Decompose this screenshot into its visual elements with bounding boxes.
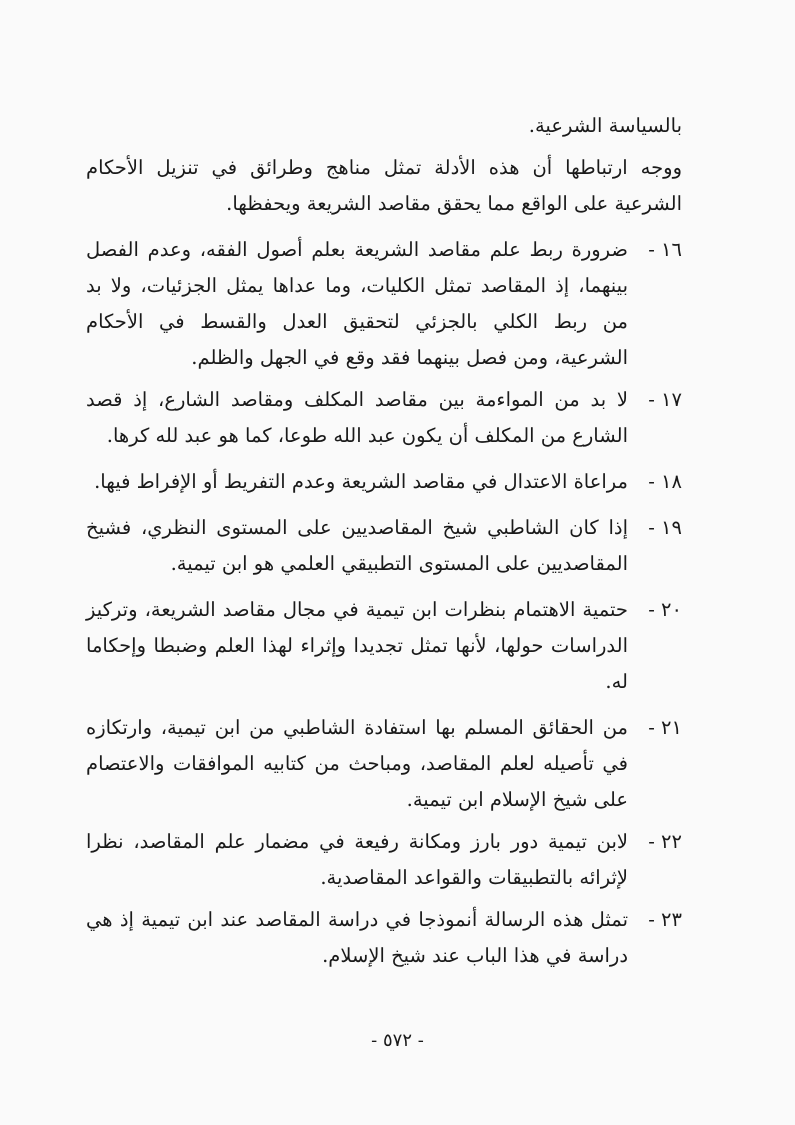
item-number: ٢١ -: [648, 716, 682, 739]
list-item-21: [86, 710, 682, 818]
item-text: لابن تيمية دور بارز ومكانة رفيعة في مضمار علم المقاصد، نظرا لإثرائه بالتطبيقات والقواعد المقاصدية.: [86, 830, 628, 889]
list-item-16: [86, 232, 682, 376]
item-number: ١٦ -: [648, 238, 682, 261]
intro-paragraph: ووجه ارتباطها أن هذه الأدلة تمثل مناهج وطرائق في تنزيل الأحكام الشرعية على الواقع مما يحقق مقاصد الشريعة ويحفظها.: [86, 156, 682, 215]
item-number: ٢٠ -: [648, 598, 682, 621]
item-text: ضرورة ربط علم مقاصد الشريعة بعلم أصول الفقه، وعدم الفصل بينهما، إذ المقاصد تمثل الكليات، وما عداها يمثل الجزئيات، ولا بد من ربط الكلي بالجزئي لتحقيق العدل والقسط في الأحكام الشرعية، ومن فصل بينهما فقد وقع في الجهل والظلم.: [86, 238, 628, 369]
item-number: ١٧ -: [648, 388, 682, 411]
item-number: ٢٢ -: [648, 830, 682, 853]
item-text: حتمية الاهتمام بنظرات ابن تيمية في مجال مقاصد الشريعة، وتركيز الدراسات حولها، لأنها تمثل تجديدا وإثراء لهذا العلم وضبطا وإحكاما له.: [86, 598, 628, 693]
list-item-19: [86, 510, 682, 582]
page-body: [86, 108, 682, 1048]
page-number: - ٥٧٢ -: [371, 1030, 424, 1051]
item-text: مراعاة الاعتدال في مقاصد الشريعة وعدم التفريط أو الإفراط فيها.: [94, 470, 628, 493]
list-item-17: [86, 382, 682, 454]
item-text: تمثل هذه الرسالة أنموذجا في دراسة المقاصد عند ابن تيمية إذ هي دراسة في هذا الباب عند شيخ الإسلام.: [86, 908, 628, 967]
item-number: ١٨ -: [648, 470, 682, 493]
list-item-18: [86, 464, 682, 500]
item-number: ١٩ -: [648, 516, 682, 539]
list-item-23: [86, 902, 682, 974]
item-text: إذا كان الشاطبي شيخ المقاصديين على المستوى النظري، فشيخ المقاصديين على المستوى التطبيقي العلمي هو ابن تيمية.: [86, 516, 628, 575]
item-text: لا بد من المواءمة بين مقاصد المكلف ومقاصد الشارع، إذ قصد الشارع من المكلف أن يكون عبد الله طوعا، كما هو عبد لله كرها.: [86, 388, 628, 447]
item-text: من الحقائق المسلم بها استفادة الشاطبي من ابن تيمية، وارتكازه في تأصيله لعلم المقاصد، ومباحث من كتابيه الموافقات والاعتصام على شيخ الإسلام ابن تيمية.: [86, 716, 628, 811]
intro-line: بالسياسة الشرعية.: [528, 114, 682, 137]
list-item-22: [86, 824, 682, 896]
list-item-20: [86, 592, 682, 700]
item-number: ٢٣ -: [648, 908, 682, 931]
